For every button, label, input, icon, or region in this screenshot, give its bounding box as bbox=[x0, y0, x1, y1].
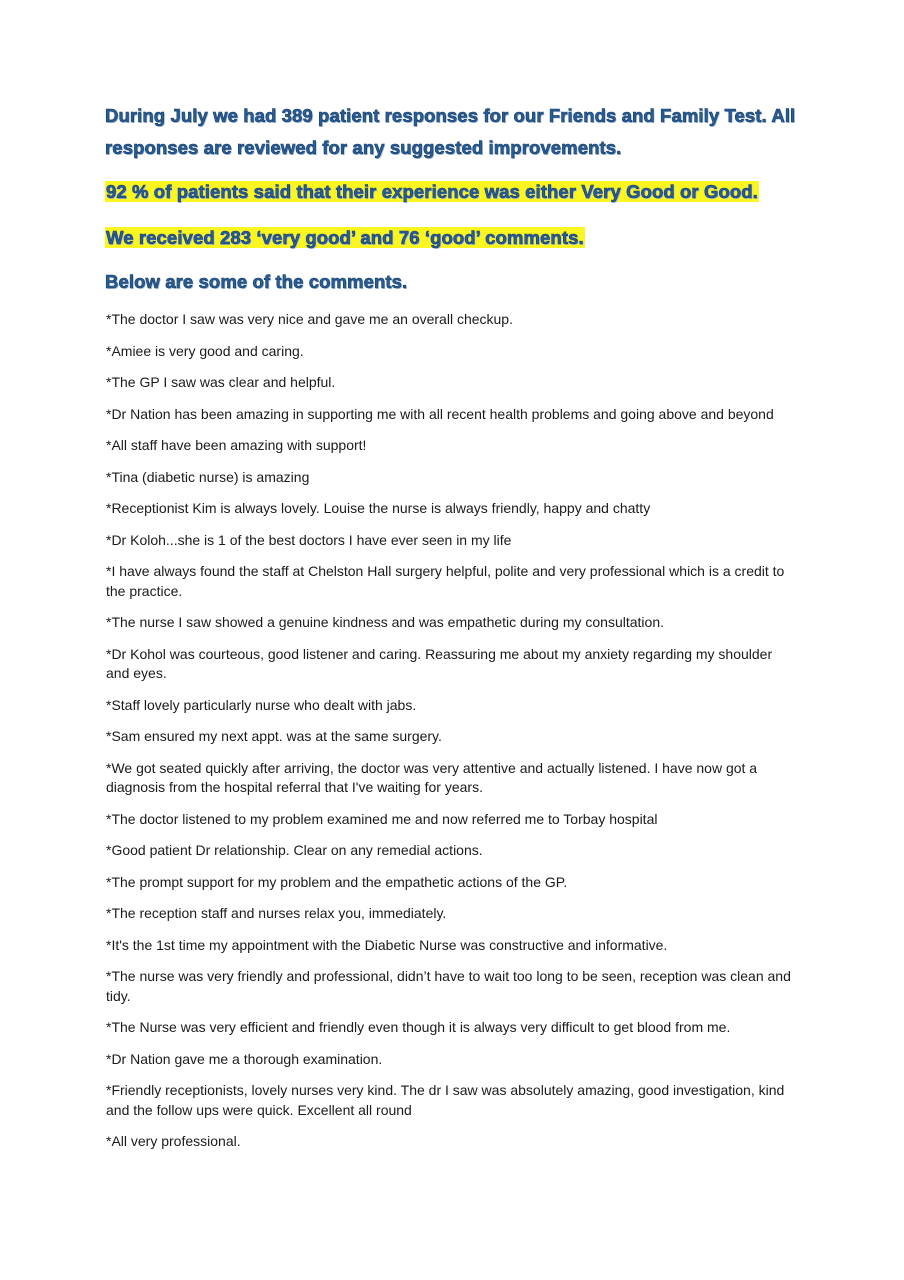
comments-list bbox=[106, 310, 796, 1164]
comment-item: *It's the 1st time my appointment with the Diabetic Nurse was constructive and informative. bbox=[106, 936, 668, 953]
comment-item: *The nurse I saw showed a genuine kindness and was empathetic during my consultation. bbox=[106, 614, 664, 630]
comment-item: *Friendly receptionists, lovely nurses very kind. The dr I saw was absolutely amazing, good investigation, kind and the follow ups were quick. Excellent all round bbox=[106, 1082, 785, 1118]
comment-item: *Dr Nation gave me a thorough examination. bbox=[106, 1050, 383, 1067]
comment-item: *Good patient Dr relationship. Clear on any remedial actions. bbox=[106, 842, 483, 858]
comment-item: *The Nurse was very efficient and friendly even though it is always very difficult to get blood from me. bbox=[106, 1019, 731, 1035]
comment-item: *Amiee is very good and caring. bbox=[106, 342, 304, 359]
comment-item: *All staff have been amazing with support! bbox=[106, 437, 367, 453]
comment-item: *I have always found the staff at Chelston Hall surgery helpful, polite and very professional which is a credit to the practice. bbox=[106, 563, 785, 599]
intro-line-2: responses are reviewed for any suggested improvements. bbox=[105, 137, 622, 158]
comments-heading: Below are some of the comments. bbox=[105, 271, 408, 292]
comment-item: *Dr Koloh...she is 1 of the best doctors I have ever seen in my life bbox=[106, 531, 512, 548]
comment-item: *Dr Nation has been amazing in supporting me with all recent health problems and going above and beyond bbox=[106, 405, 774, 422]
comment-item: *The doctor I saw was very nice and gave me an overall checkup. bbox=[106, 311, 513, 327]
comment-item: *The reception staff and nurses relax you, immediately. bbox=[106, 905, 447, 921]
comment-counts-heading bbox=[105, 222, 585, 254]
comment-item: *The doctor listened to my problem examined me and now referred me to Torbay hospital bbox=[106, 810, 658, 827]
comment-item: *All very professional. bbox=[106, 1133, 241, 1149]
comment-item: *Sam ensured my next appt. was at the same surgery. bbox=[106, 728, 442, 744]
comment-item: *Receptionist Kim is always lovely. Louise the nurse is always friendly, happy and chatty bbox=[106, 500, 651, 516]
intro-heading bbox=[105, 100, 795, 164]
comment-item: *The GP I saw was clear and helpful. bbox=[106, 374, 336, 390]
satisfaction-percent-heading bbox=[105, 176, 759, 208]
comment-item: *We got seated quickly after arriving, the doctor was very attentive and actually listened. I have now got a diagnosis from the hospital referral that I've waiting for years. bbox=[106, 759, 758, 795]
satisfaction-percent-text: 92 % of patients said that their experience was either Very Good or Good. bbox=[106, 181, 758, 202]
comment-item: *Staff lovely particularly nurse who dealt with jabs. bbox=[106, 696, 417, 713]
comment-counts-text: We received 283 ‘very good’ and 76 ‘good’ comments. bbox=[106, 227, 584, 248]
comment-item: *The prompt support for my problem and the empathetic actions of the GP. bbox=[106, 873, 568, 890]
comment-item: *The nurse was very friendly and professional, didn’t have to wait too long to be seen, reception was clean and tidy. bbox=[106, 968, 791, 1004]
comment-item: *Dr Kohol was courteous, good listener and caring. Reassuring me about my anxiety regarding my shoulder and eyes. bbox=[106, 645, 773, 681]
comment-item: *Tina (diabetic nurse) is amazing bbox=[106, 468, 310, 485]
intro-line-1: During July we had 389 patient responses for our Friends and Family Test. All bbox=[105, 105, 796, 126]
